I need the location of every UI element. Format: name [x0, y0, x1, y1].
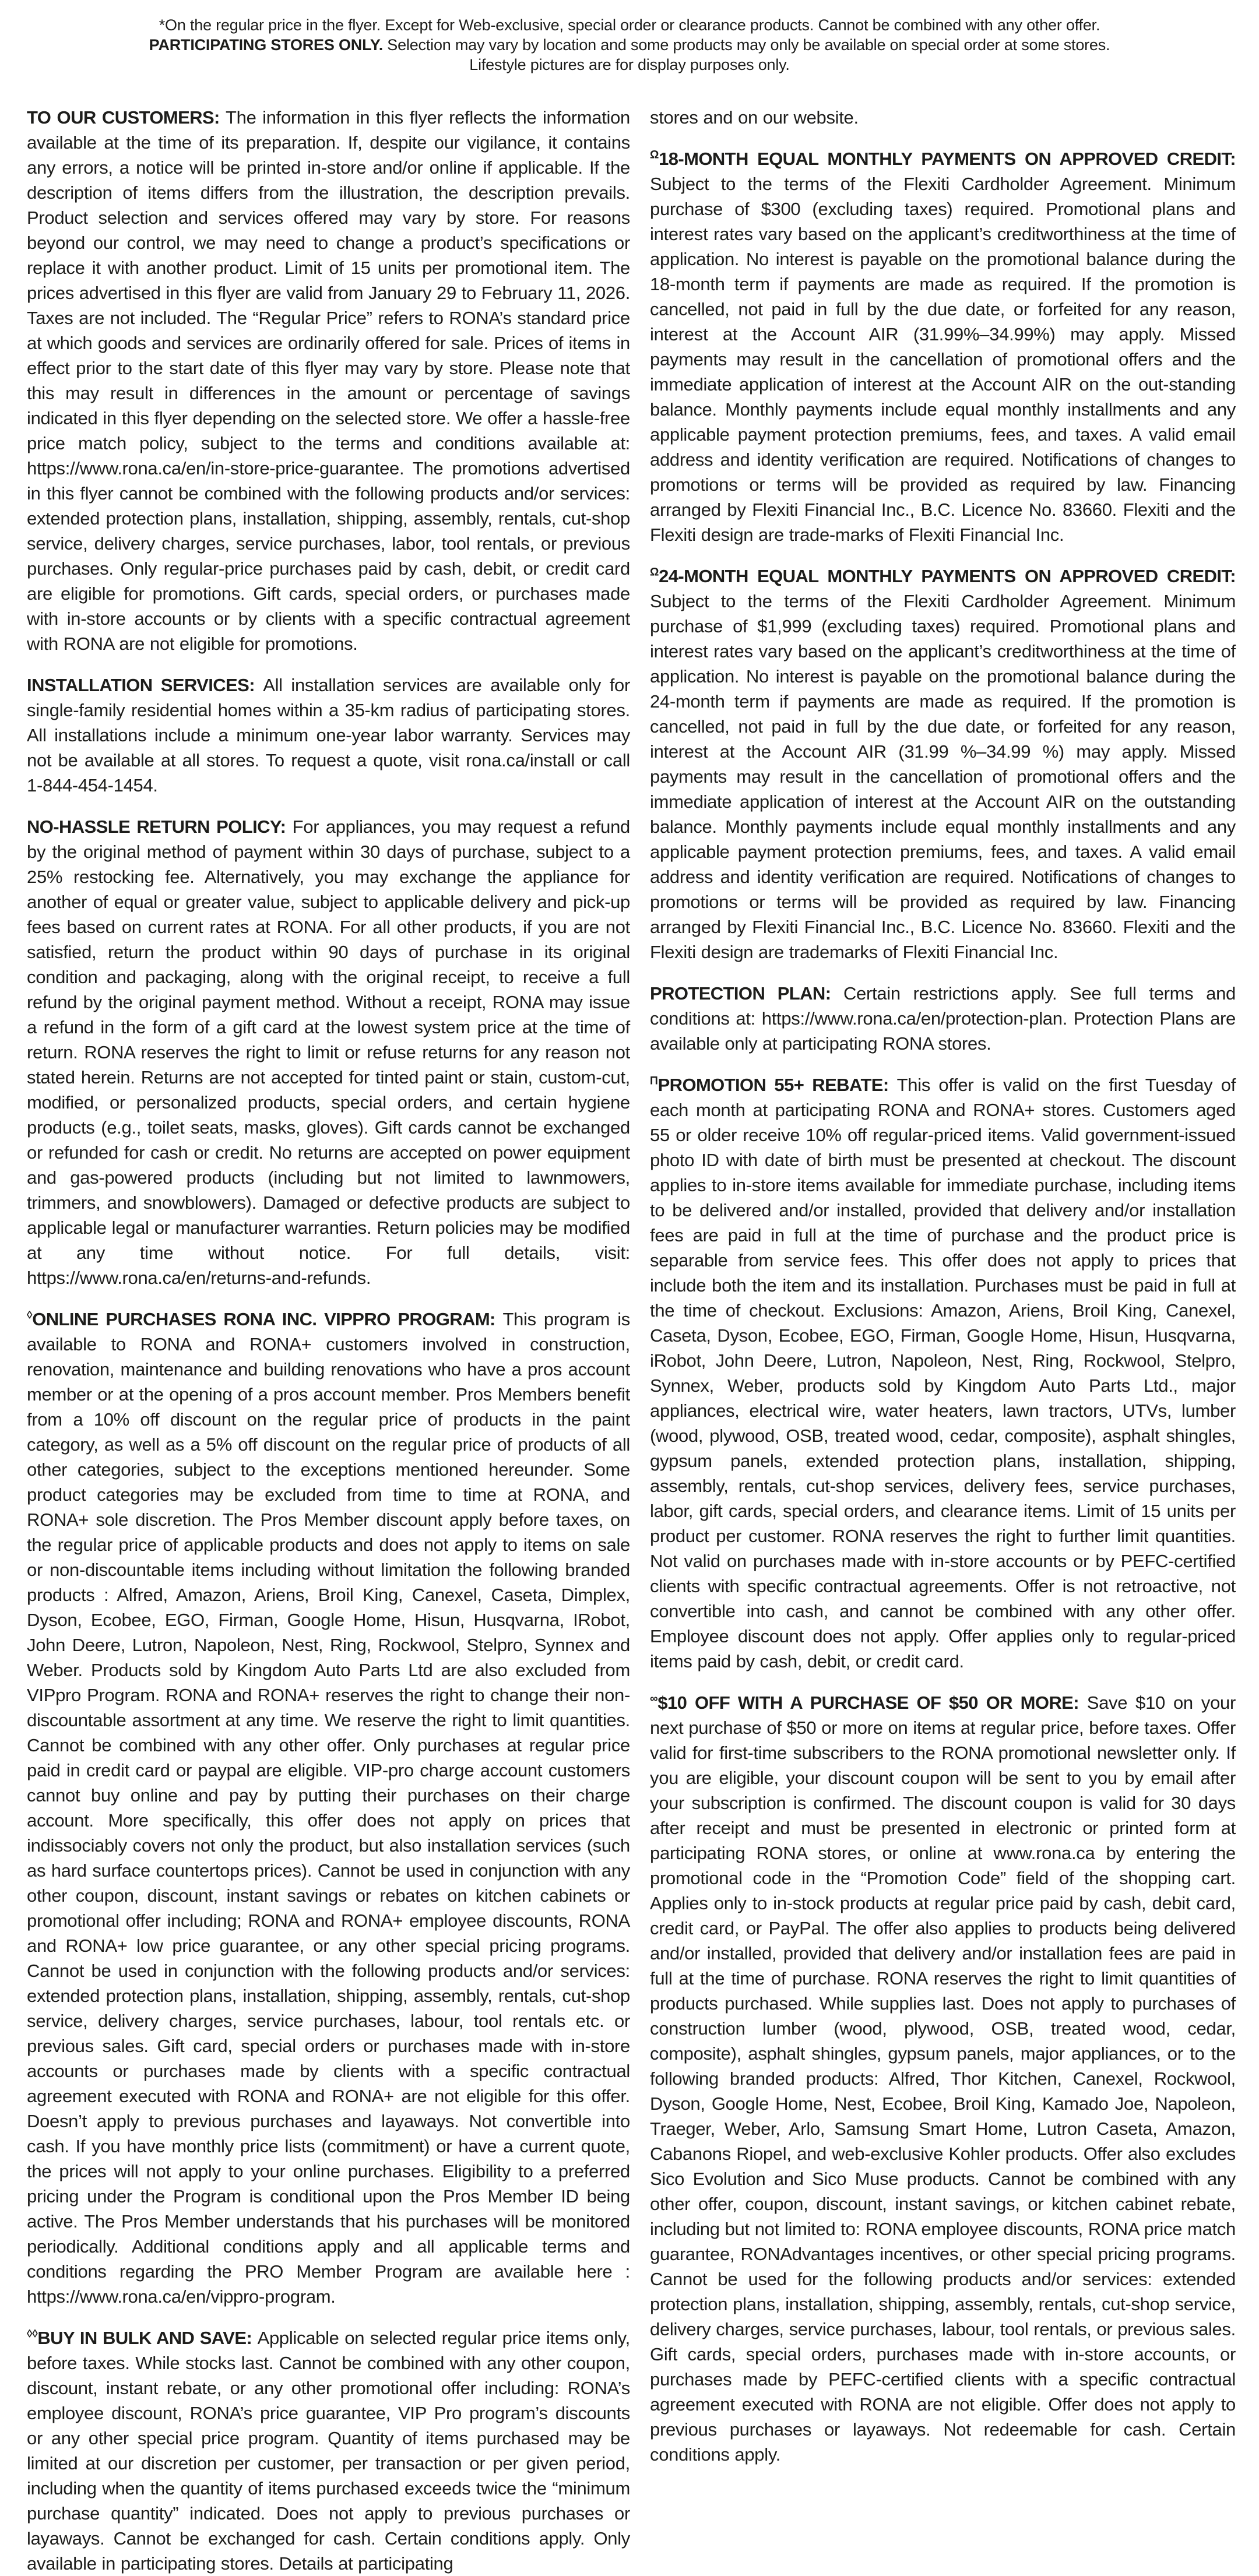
section-to-our-customers	[27, 105, 630, 656]
section-online-purchases-vippro-program	[27, 1307, 630, 2309]
section-heading: NO-HASSLE RETURN POLICY:	[27, 817, 293, 837]
section-no-hassle-return-policy	[27, 814, 630, 1290]
section-promotion-55-plus-rebate	[650, 1072, 1236, 1674]
section-body: Certain restrictions apply. See full terms and conditions at: https://www.rona.ca/en/protection-plan. Protection Plans are available only at participating RONA stores.	[650, 983, 1236, 1054]
legal-text-columns	[0, 105, 1259, 2576]
section-heading: PROTECTION PLAN:	[650, 983, 843, 1004]
section-body: Save $10 on your next purchase of $50 or more on items at regular price, before taxes. Offer valid for first-time subscribers to the RONA promotional newsletter only. If you are eligible, your discount coupon will be sent to you by email after your subscription is confirmed. The discount coupon is valid for 30 days after receipt and must be presented in electronic or printed form at participating RONA stores, or online at www.rona.ca by entering the promotional code in the “Promotion Code” field of the shopping cart. Applies only to in-stock products at regular price paid by cash, debit card, credit card, or PayPal. The offer also applies to products being delivered and/or installed, provided that delivery and/or installation fees are paid in full at the time of purchase. RONA reserves the right to limit quantities of products purchased. While supplies last. Does not apply to purchases of construction lumber (wood, plywood, OSB, treated wood, cedar, composite), asphalt shingles, gypsum panels, major appliances, or to the following branded products: Alfred, Thor Kitchen, Canexel, Rockwool, Dyson, Google Home, Nest, Ecobee, Broil King, Kamado Joe, Napoleon, Traeger, Weber, Arlo, Samsung Smart Home, Lutron Caseta, Amazon, Cabanons Riopel, and web-exclusive Kohler products. Offer also excludes Sico Evolution and Sico Muse products. Cannot be combined with any other offer, coupon, discount, instant savings, or kitchen cabinet rebate, including but not limited to: RONA employee discounts, RONA price match guarantee, RONAdvantages incentives, or other special pricing programs. Cannot be used for the following products and/or services: extended protection plans, installation, shipping, assembly, rentals, cut-shop service, delivery charges, service purchases, labour, tool rentals, or previous sales. Gift cards, special orders, purchases made with in-store accounts, or purchases made by PEFC-certified clients with a specific contractual agreement executed with RONA are not eligible. Offer does not apply to previous purchases or layaways. Not redeemable for cash. Certain conditions apply.	[650, 1692, 1236, 2465]
footnote-symbol-omega: Ω	[650, 566, 659, 579]
section-body: All installation services are available only for single-family residential homes within a 35-km radius of participating stores. All installations include a minimum one-year labor warranty. Services may not be available at all stores. To request a quote, visit rona.ca/install or call 1-844-454-1454.	[27, 675, 630, 796]
section-body: For appliances, you may request a refund by the original method of payment within 30 days of purchase, subject to a 25% restocking fee. Alternatively, you may exchange the appliance for another of equal or greater value, subject to applicable delivery and pick-up fees based on current rates at RONA. For all other products, if you are not satisfied, return the product within 90 days of purchase in its original condition and packaging, along with the original receipt, to receive a full refund by the original payment method. Without a receipt, RONA may issue a refund in the form of a gift card at the lowest system price at the time of return. RONA reserves the right to limit or refuse returns for any reason not stated herein. Returns are not accepted for tinted paint or stain, custom-cut, modified, or personalized products, special orders, and certain hygiene products (e.g., toilet seats, masks, gloves). Gift cards cannot be exchanged or refunded for cash or credit. No returns are accepted on power equipment and gas-powered products (including but not limited to lawnmowers, trimmers, and snowblowers). Damaged or defective products are subject to applicable legal or manufacturer warranties. Return policies may be modified at any time without notice. For full details, visit: https://www.rona.ca/en/returns-and-refunds.	[27, 817, 630, 1288]
footnote-symbol-diamond: ◊	[27, 1309, 33, 1322]
section-heading: ONLINE PURCHASES RONA INC. VIPPRO PROGRAM:	[32, 1309, 503, 1329]
participating-stores-only-label: PARTICIPATING STORES ONLY.	[149, 36, 383, 54]
section-body: Subject to the terms of the Flexiti Cardholder Agreement. Minimum purchase of $300 (excluding taxes) required. Promotional plans and interest rates vary based on the applicant’s creditworthiness at the time of application. No interest is payable on the promotional balance during the 18-month term if payments are made as required. If the promotion is cancelled, not paid in full by the due date, or forfeited for any reason, interest at the Account AIR (31.99%–34.99%) may apply. Missed payments may result in the cancellation of promotional offers and the immediate application of interest at the Account AIR on the out-standing balance. Monthly payments include equal monthly installments and any applicable payment protection premiums, fees, and taxes. A valid email address and identity verification are required. Notifications of changes to promotions or terms will be provided as required by law. Financing arranged by Flexiti Financial Inc., B.C. Licence No. 83660. Flexiti and the Flexiti design are trade-marks of Flexiti Financial Inc.	[650, 174, 1236, 545]
section-body: stores and on our website.	[650, 107, 859, 128]
section-heading: INSTALLATION SERVICES:	[27, 675, 263, 695]
section-heading: 24-MONTH EQUAL MONTHLY PAYMENTS ON APPROVED CREDIT:	[659, 566, 1236, 586]
section-body: Applicable on selected regular price items only, before taxes. While stocks last. Cannot be combined with any other coupon, discount, instant rebate, or any other promotional offer including: RONA’s employee discount, RONA’s price guarantee, VIP Pro program’s discounts or any other special price program. Quantity of items purchased may be limited at our discretion per customer, per transaction or per given period, including when the quantity of items purchased exceeds twice the “minimum purchase quantity” indicated. Does not apply to previous purchases or layaways. Cannot be exchanged for cash. Certain conditions apply. Only available in participating stores. Details at participating	[27, 2328, 630, 2574]
right-column	[650, 105, 1236, 2576]
flyer-disclaimer-header	[0, 0, 1259, 75]
section-protection-plan	[650, 981, 1236, 1056]
footnote-symbol-omega: Ω	[650, 149, 659, 161]
participating-stores-note: Selection may vary by location and some products may only be available on special order at some stores.	[383, 36, 1110, 54]
header-line-lifestyle-pictures: Lifestyle pictures are for display purposes only.	[469, 56, 790, 73]
section-heading: TO OUR CUSTOMERS:	[27, 107, 226, 128]
section-body: Subject to the terms of the Flexiti Cardholder Agreement. Minimum purchase of $1,999 (excluding taxes) required. Promotional plans and interest rates vary based on the applicant’s creditworthiness at the time of application. No interest is payable on the promotional balance during the 24-month term if payments are made as required. If the promotion is cancelled, not paid in full by the due date, or forfeited for any reason, interest at the Account AIR (31.99 %–34.99 %) may apply. Missed payments may result in the cancellation of promotional offers and the immediate application of interest at the Account AIR on the outstanding balance. Monthly payments include equal monthly installments and any applicable payment protection premiums, fees, and taxes. A valid email address and identity verification are required. Notifications of changes to promotions or terms will be provided as required by law. Financing arranged by Flexiti Financial Inc., B.C. Licence No. 83660. Flexiti and the Flexiti design are trademarks of Flexiti Financial Inc.	[650, 591, 1236, 962]
section-body: The information in this flyer reflects the information available at the time of its preparation. If, despite our vigilance, it contains any errors, a notice will be printed in-store and/or online if applicable. If the description of items differs from the illustration, the description prevails. Product selection and services offered may vary by store. For reasons beyond our control, we may need to change a product’s specifications or replace it with another product. Limit of 15 units per promotional item. The prices advertised in this flyer are valid from January 29 to February 11, 2026. Taxes are not included. The “Regular Price” refers to RONA’s standard price at which goods and services are ordinarily offered for sale. Prices of items in effect prior to the start date of this flyer may vary by store. Please note that this may result in differences in the amount or percentage of savings indicated in this flyer depending on the selected store. We offer a hassle-free price match policy, subject to the terms and conditions available at: https://www.rona.ca/en/in-store-price-guarantee. The promotions advertised in this flyer cannot be combined with the following products and/or services: extended protection plans, installation, shipping, assembly, rentals, cut-shop service, delivery charges, service purchases, labor, tool rentals, or previous purchases. Only regular-price purchases paid by cash, debit, or credit card are eligible for promotions. Gift cards, special orders, or purchases made with in-store accounts or by clients with a specific contractual agreement with RONA are not eligible for promotions.	[27, 107, 631, 654]
footnote-symbol-double-diamond: ◊◊	[27, 2328, 38, 2341]
section-installation-services	[27, 673, 630, 798]
header-line-regular-price-note: *On the regular price in the flyer. Except for Web-exclusive, special order or clearance products. Cannot be combined with any other offer.	[159, 16, 1100, 34]
section-18-month-equal-monthly-payments	[650, 146, 1236, 547]
section-heading: BUY IN BULK AND SAVE:	[37, 2328, 258, 2348]
section-body: This offer is valid on the first Tuesday of each month at participating RONA and RONA+ stores. Customers aged 55 or older receive 10% off regular-priced items. Valid government-issued photo ID with date of birth must be presented at checkout. The discount applies to in-store items available for immediate purchase, including items to be delivered and/or installed, provided that delivery and/or installation fees are paid in full at the time of purchase and the product price is separable from service fees. This offer does not apply to prices that include both the item and its installation. Purchases must be paid in full at the time of checkout. Exclusions: Amazon, Ariens, Broil King, Canexel, Caseta, Dyson, Ecobee, EGO, Firman, Google Home, Hisun, Husqvarna, iRobot, John Deere, Lutron, Napoleon, Nest, Ring, Rockwool, Stelpro, Synnex, Weber, products sold by Kingdom Auto Parts Ltd., major appliances, electrical wire, water heaters, lawn tractors, UTVs, lumber (wood, plywood, OSB, treated wood, cedar, composite), asphalt shingles, gypsum panels, extended protection plans, installation, shipping, assembly, rentals, cut-shop services, delivery fees, service purchases, labor, gift cards, special orders, and clearance items. Limit of 15 units per product per customer. RONA reserves the right to further limit quantities. Not valid on purchases made with in-store accounts or by PEFC-certified clients with specific contractual agreements. Offer is not retroactive, not convertible into cash, and cannot be combined with any other offer. Employee discount does not apply. Offer applies only to regular-priced items paid by cash, debit, or credit card.	[650, 1075, 1236, 1671]
left-column	[27, 105, 630, 2576]
header-line-participating-stores	[0, 35, 1259, 55]
section-buy-in-bulk-continuation	[650, 105, 1236, 130]
section-heading: PROMOTION 55+ REBATE:	[657, 1075, 897, 1095]
section-heading: $10 OFF WITH A PURCHASE OF $50 OR MORE:	[657, 1692, 1087, 1713]
section-heading: 18-MONTH EQUAL MONTHLY PAYMENTS ON APPROVED CREDIT:	[659, 149, 1236, 169]
footnote-symbol-infinity: ∞	[650, 1692, 658, 1705]
footnote-symbol-pi: Π	[650, 1075, 658, 1088]
section-24-month-equal-monthly-payments	[650, 564, 1236, 965]
section-buy-in-bulk-and-save	[27, 2325, 630, 2576]
section-10-off-purchase-50-or-more	[650, 1690, 1236, 2467]
section-body: This program is available to RONA and RONA+ customers involved in construction, renovation, maintenance and building renovations who have a pros account member or at the opening of a pros account member. Pros Members benefit from a 10% off discount on the regular price of products in the paint category, as well as a 5% off discount on the regular price of products of all other categories, subject to the exceptions mentioned hereunder. Some product categories may be excluded from time to time at RONA, and RONA+ sole discretion. The Pros Member discount apply before taxes, on the regular price of applicable products and does not apply to items on sale or non-discountable items including without limitation the following branded products : Alfred, Amazon, Ariens, Broil King, Canexel, Caseta, Dimplex, Dyson, Ecobee, EGO, Firman, Google Home, Hisun, Husqvarna, IRobot, John Deere, Lutron, Napoleon, Nest, Ring, Rockwool, Stelpro, Synnex and Weber. Products sold by Kingdom Auto Parts Ltd are also excluded from VIPpro Program. RONA and RONA+ reserves the right to change their non-discountable assortment at any time. We reserve the right to limit quantities. Cannot be combined with any other offer. Only purchases at regular price paid in credit card or paypal are eligible. VIP-pro charge account customers cannot buy online and pay by putting their purchases on their charge account. More specifically, this offer does not apply on prices that indissociably covers not only the product, but also installation services (such as hard surface countertops prices). Cannot be used in conjunction with any other coupon, discount, instant savings or rebates on kitchen cabinets or promotional offer including; RONA and RONA+ employee discounts, RONA and RONA+ low price guarantee, or any other special pricing programs. Cannot be used in conjunction with the following products and/or services: extended protection plans, installation, shipping, assembly, rentals, cut-shop service, delivery charges, service purchases, labour, tool rentals etc. or previous sales. Gift card, special orders or purchases made with in-store accounts or purchases made by clients with a specific contractual agreement executed with RONA and RONA+ are not eligible for this offer. Doesn’t apply to previous purchases and layaways. Not convertible into cash. If you have monthly price lists (commitment) or have a current quote, the prices will not apply to your online purchases. Eligibility to a preferred pricing under the Program is conditional upon the Pros Member ID being active. The Pros Member understands that his purchases will be monitored periodically. Additional conditions apply and all applicable terms and conditions regarding the PRO Member Program are available here : https://www.rona.ca/en/vippro-program.	[27, 1309, 630, 2307]
